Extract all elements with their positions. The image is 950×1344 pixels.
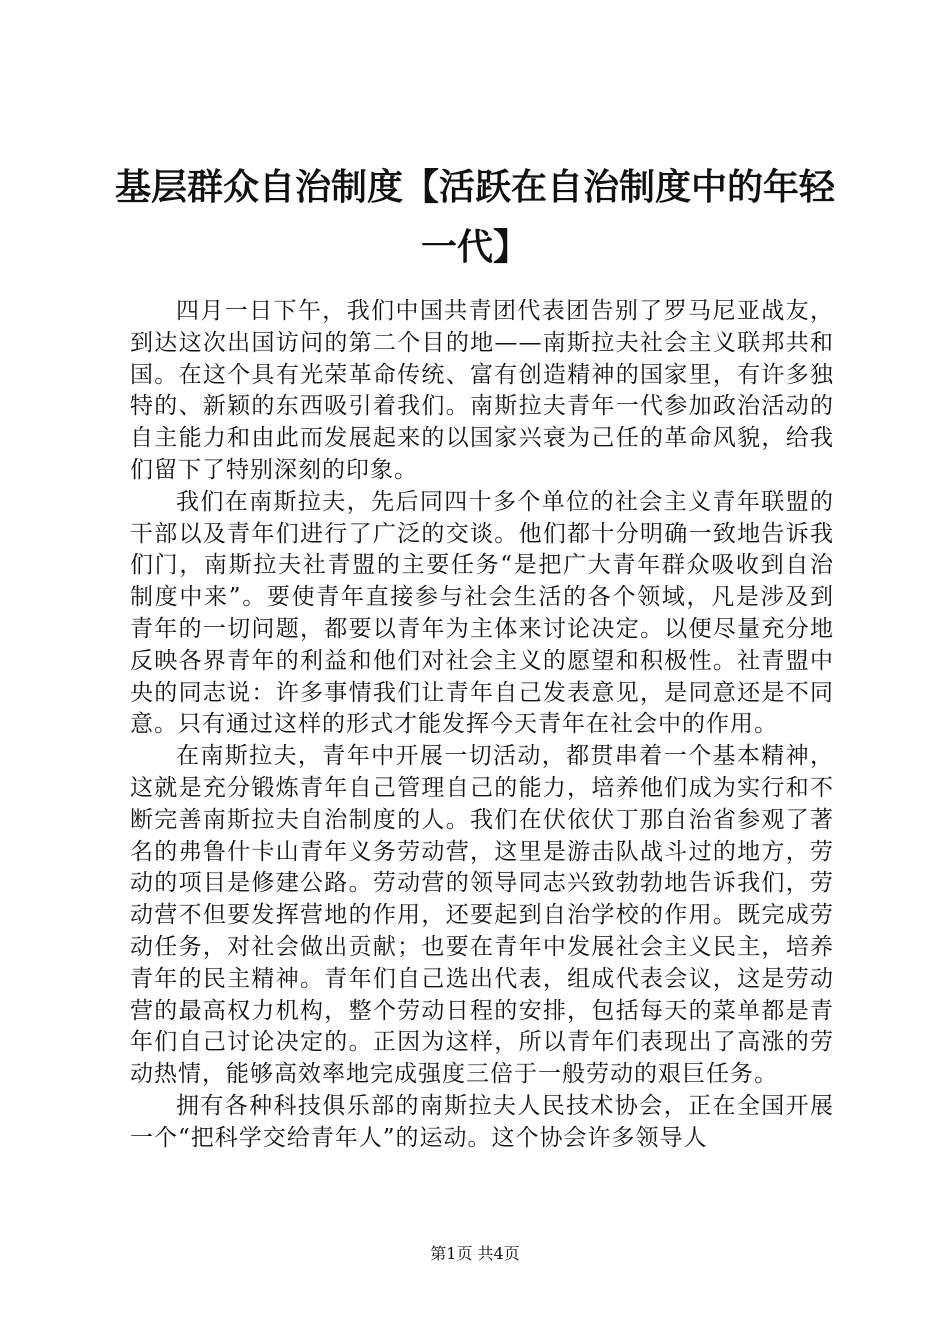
document-body: [130, 296, 834, 1155]
paragraph: 拥有各种科技俱乐部的南斯拉夫人民技术协会，正在全国开展一个“把科学交给青年人”的运动。这个协会许多领导人: [130, 1092, 834, 1151]
paragraph: 在南斯拉夫，青年中开展一切活动，都贯串着一个基本精神，这就是充分锻炼青年自己管理自己的能力，培养他们成为实行和不断完善南斯拉夫自治制度的人。我们在伏依伏丁那自治省参观了著名的弗鲁什卡山青年义务劳动营，这里是游击队战斗过的地方，劳动的项目是修建公路。劳动营的领导同志兴致勃勃地告诉我们，劳动营不但要发挥营地的作用，还要起到自治学校的作用。既完成劳动任务，对社会做出贡献；也要在青年中发展社会主义民主，培养青年的民主精神。青年们自己选出代表，组成代表会议，这是劳动营的最高权力机构，整个劳动日程的安排，包括每天的菜单都是青年们自己讨论决定的。正因为这样，所以青年们表现出了高涨的劳动热情，能够高效率地完成强度三倍于一般劳动的艰巨任务。: [130, 743, 834, 1088]
page-footer: 第1页 共4页: [430, 1244, 520, 1263]
paragraph: 我们在南斯拉夫，先后同四十多个单位的社会主义青年联盟的干部以及青年们进行了广泛的交谈。他们都十分明确一致地告诉我们门，南斯拉夫社青盟的主要任务“是把广大青年群众吸收到自治制度中来”。要使青年直接参与社会生活的各个领域，凡是涉及到青年的一切问题，都要以青年为主体来讨论决定。以便尽量充分地反映各界青年的利益和他们对社会主义的愿望和积极性。社青盟中央的同志说：许多事情我们让青年自己发表意见，是同意还是不同意。只有通过这样的形式才能发挥今天青年在社会中的作用。: [130, 488, 834, 738]
document-title: 基层群众自治制度【活跃在自治制度中的年轻一代】: [114, 167, 835, 268]
paragraph: 四月一日下午，我们中国共青团代表团告别了罗马尼亚战友，到达这次出国访问的第二个目的地——南斯拉夫社会主义联邦共和国。在这个具有光荣革命传统、富有创造精神的国家里，有许多独特的、新颖的东西吸引着我们。南斯拉夫青年一代参加政治活动的自主能力和由此而发展起来的以国家兴衰为己任的革命风貌，给我们留下了特别深刻的印象。: [130, 298, 834, 483]
